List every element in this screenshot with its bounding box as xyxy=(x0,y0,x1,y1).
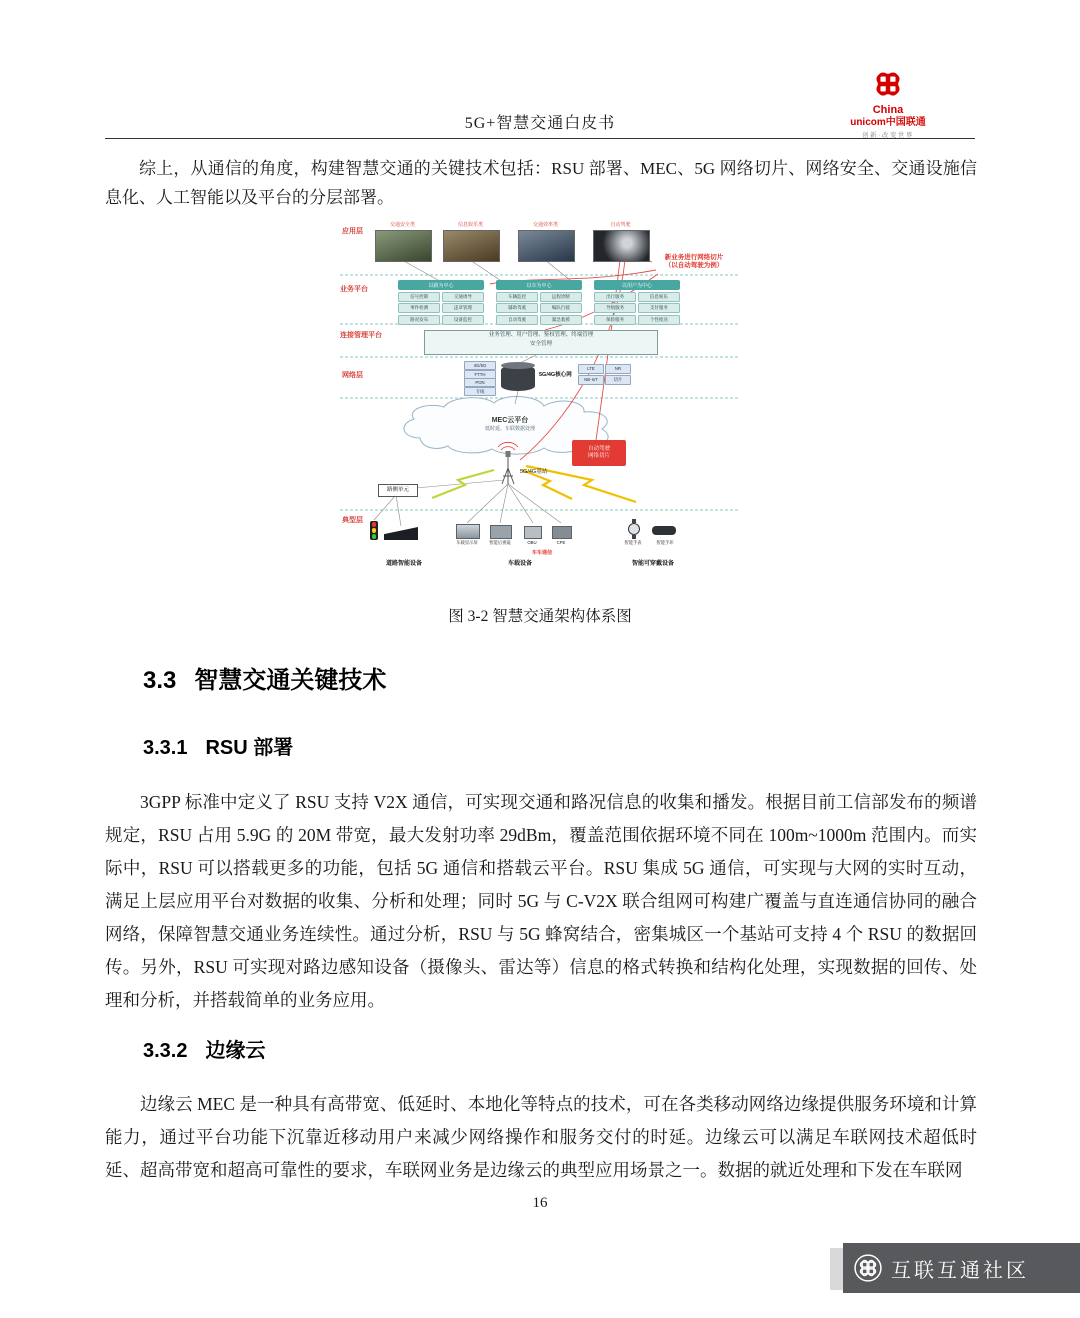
autonomous-driving-slice-box xyxy=(572,440,626,466)
wearable-devices-group-label: 智能可穿戴设备 xyxy=(631,561,674,567)
slice-box-line2: 网络切片 xyxy=(587,453,610,459)
platform-item: 信息娱乐 xyxy=(638,292,680,302)
platform-item: 编队行驶 xyxy=(540,303,582,313)
vehicle-device-label: OBU xyxy=(527,540,537,545)
vehicle-devices-group-label: 车载设备 xyxy=(507,561,532,567)
china-unicom-logo xyxy=(840,68,936,139)
section-heading-3-3-2 xyxy=(143,1034,265,1063)
platform-item: 自动驾驶 xyxy=(496,315,538,325)
section-heading-3-3 xyxy=(143,660,386,695)
layer-label-application: 应用层 xyxy=(342,228,363,235)
platform-item: 设备监控 xyxy=(442,315,484,325)
vehicle-display-icon xyxy=(456,524,480,539)
platform-item: 个性推送 xyxy=(638,315,680,325)
connection-management-box xyxy=(424,330,658,355)
section-3-3-1-paragraph: 3GPP 标准中定义了 RSU 支持 V2X 通信，可实现交通和路况信息的收集和播发。根据目前工信部发布的频谱规定，RSU 占用 5.9G 的 20M 带宽，最大发射功率 29dBm，覆盖范围依据环境不同在 100m~1000m 范围内。而实际中，RSU 可以搭载更多的功能，包括 5G 通信和搭载云平台。RSU 集成 5G 通信，可实现与大网的实时互动，满足上层应用平台对数据的收集、分析和处理；同时 5G 与 C-V2X 联合组网可构建广覆盖与直连通信协同的融合网络，保障智慧交通业务连续性。通过分析，RSU 与 5G 蜂窝结合，密集城区一个基站可支持 4 个 RSU 的数据回传。另外，RSU 可实现对路边感知设备（摄像头、雷达等）信息的格式转换和结构化处理，实现数据的回传、处理和分析，并搭载简单的业务应用。 xyxy=(105,792,977,1010)
mec-cloud-subtitle: 低时延、车联数据处理 xyxy=(484,426,535,432)
vehicle-device-label: CPE xyxy=(556,540,566,545)
wearable-device-label: 智能手表 xyxy=(624,540,642,545)
section-title: 边缘云 xyxy=(205,1040,266,1062)
connection-management-line2: 安全管理 xyxy=(529,341,552,348)
app-image-infotainment xyxy=(443,230,500,262)
access-network-box: PON xyxy=(464,378,496,387)
logo-text-china: China xyxy=(872,104,904,116)
layer-label-platform: 业务平台 xyxy=(340,286,368,293)
traffic-light-yellow xyxy=(372,528,377,533)
intro-paragraph: 综上，从通信的角度，构建智慧交通的关键技术包括：RSU 部署、MEC、5G 网络切片、网络安全、交通设施信息化、人工智能以及平台的分层部署。 xyxy=(105,159,977,207)
section-3-3-2-paragraph: 边缘云 MEC 是一种具有高带宽、低延时、本地化等特点的技术，可在各类移动网络边缘提供服务环境和计算能力，通过平台功能下沉靠近移动用户来减少网络操作和服务交付的时延。边缘云可以满足车联网技术超低时延、超高带宽和超高可靠性的要求，车联网业务是边缘云的典型应用场景之一。数据的就近处理和下发在车联网 xyxy=(105,1094,977,1180)
figure-caption: 图 3-2 智慧交通架构体系图 xyxy=(448,608,632,625)
platform-item: 车辆监控 xyxy=(496,292,538,302)
section-title: 智慧交通关键技术 xyxy=(194,667,387,694)
network-tech-box: 切片 xyxy=(605,375,631,385)
wearable-device-label: 智能手环 xyxy=(656,540,674,545)
app-image-traffic-efficiency xyxy=(518,230,575,262)
access-network-box: 4G/5G xyxy=(464,361,496,370)
document-header-title: 5G+智慧交通白皮书 xyxy=(464,115,616,132)
slice-annotation xyxy=(650,254,738,271)
china-unicom-knot-icon xyxy=(872,68,904,100)
logo-slogan: 创新·改变世界 xyxy=(862,131,914,139)
core-network-cylinder-icon xyxy=(501,365,535,391)
platform-group-road xyxy=(398,280,484,325)
app-label-traffic-efficiency: 交通效率类 xyxy=(532,222,558,228)
connection-management-line1: 业务管理、用户管理、鉴权管理、终端管理 xyxy=(488,332,594,338)
platform-group-road-title: 以路为中心 xyxy=(398,280,484,290)
access-network-box: 专线 xyxy=(464,387,496,396)
smart-mirror-icon xyxy=(490,525,512,539)
smart-watch-icon xyxy=(628,523,640,535)
slice-annotation-line2: （以自动驾驶为例） xyxy=(664,262,724,270)
slice-annotation-line1: 新业务进行网络切片 xyxy=(664,254,724,261)
base-station-label: 5G/4G基站 xyxy=(520,469,548,475)
v2v-communication-label: 车车通信 xyxy=(532,550,553,556)
obu-icon xyxy=(524,526,542,539)
app-image-autonomous-driving xyxy=(593,230,650,262)
section-number: 3.3 xyxy=(143,667,177,694)
section-number: 3.3.1 xyxy=(143,737,188,759)
network-tech-box: NB-IoT xyxy=(578,375,604,385)
mec-cloud xyxy=(435,415,585,432)
app-label-infotainment: 信息娱乐类 xyxy=(457,222,483,228)
app-image-traffic-safety xyxy=(375,230,432,262)
slice-box-line1: 自动驾驶 xyxy=(587,445,610,452)
section-title: RSU 部署 xyxy=(205,737,294,759)
logo-text-unicom: unicom中国联通 xyxy=(850,116,926,128)
traffic-light-green xyxy=(372,534,377,539)
app-label-traffic-safety: 交通安全类 xyxy=(389,222,415,228)
section-heading-3-3-1 xyxy=(143,731,293,760)
platform-item: 违章管理 xyxy=(442,303,484,313)
page-number: 16 xyxy=(532,1195,548,1211)
core-network-label: 5G/4G核心网 xyxy=(539,372,572,378)
smart-band-icon xyxy=(652,526,676,535)
network-tech-box: NR xyxy=(605,364,631,374)
platform-item: 信号控制 xyxy=(398,292,440,302)
platform-item: 事件检测 xyxy=(398,303,440,313)
traffic-light-red xyxy=(372,522,377,527)
access-network-box: FTTH xyxy=(464,370,496,379)
platform-item: 支付服务 xyxy=(638,303,680,313)
platform-item: 路况发布 xyxy=(398,315,440,325)
app-label-autonomous-driving: 自动驾驶 xyxy=(610,222,631,228)
cpe-icon xyxy=(552,526,572,539)
road-devices-group-label: 道路智能设备 xyxy=(385,561,422,567)
layer-label-network: 网络层 xyxy=(342,372,363,379)
platform-item: 紧急救援 xyxy=(540,315,582,325)
traffic-light-icon xyxy=(370,521,378,540)
platform-item: 导航服务 xyxy=(594,303,636,313)
platform-item: 辅助驾驶 xyxy=(496,303,538,313)
platform-item: 交通诱导 xyxy=(442,292,484,302)
community-watermark-text: 互联互通社区 xyxy=(891,1259,1029,1282)
vehicle-device-label: 车载显示屏 xyxy=(456,540,478,545)
platform-item: 保险服务 xyxy=(594,315,636,325)
network-tech-box: LTE xyxy=(578,364,604,374)
platform-group-user-title: 以用户为中心 xyxy=(594,280,680,290)
layer-label-scene: 典型层 xyxy=(342,517,363,524)
rsu-box: 路侧单元 xyxy=(378,484,418,497)
architecture-diagram xyxy=(340,218,740,594)
platform-item: 出行服务 xyxy=(594,292,636,302)
mec-cloud-title: MEC云平台 xyxy=(491,417,529,424)
vehicle-device-label: 智能后视镜 xyxy=(489,540,511,545)
community-logo-icon xyxy=(853,1253,883,1283)
community-watermark-banner xyxy=(843,1243,1080,1293)
platform-group-vehicle xyxy=(496,280,582,325)
banner-side-strip xyxy=(830,1248,843,1290)
platform-group-vehicle-title: 以车为中心 xyxy=(496,280,582,290)
platform-item: 远程诊断 xyxy=(540,292,582,302)
layer-label-connection: 连接管理平台 xyxy=(340,332,382,339)
platform-group-user xyxy=(594,280,680,325)
section-number: 3.3.2 xyxy=(143,1040,188,1062)
